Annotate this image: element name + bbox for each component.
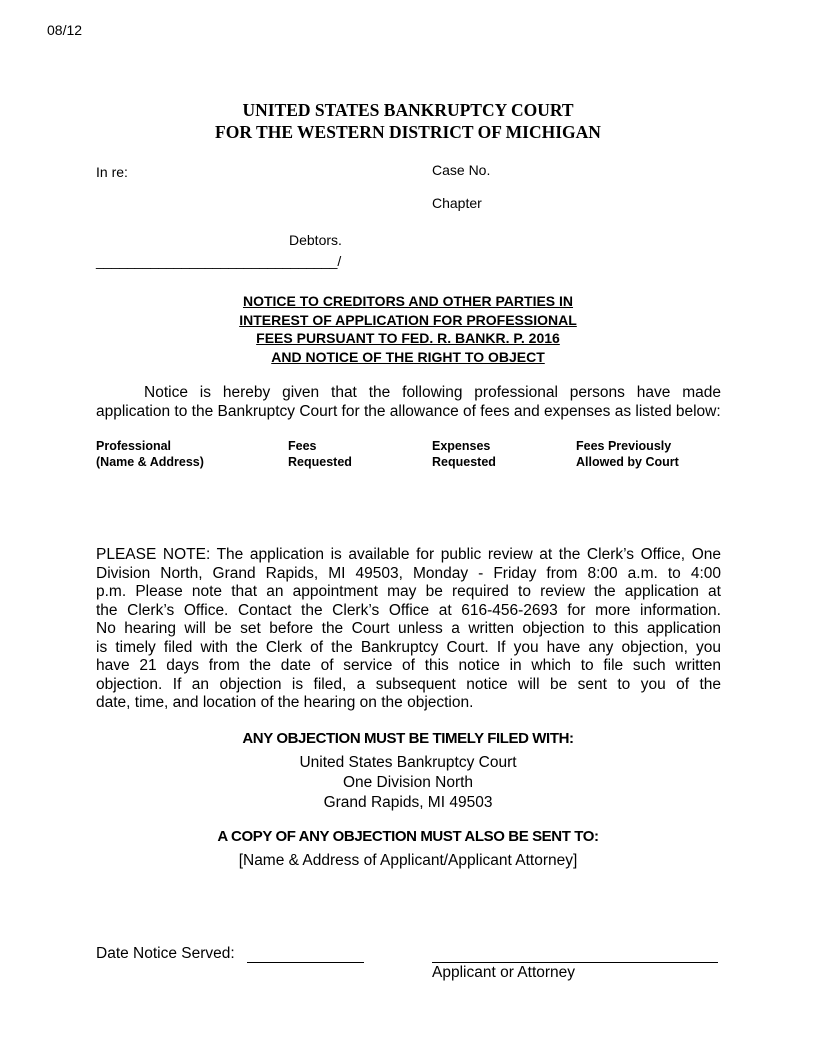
column-header-line: Professional (96, 439, 172, 453)
court-address (0, 753, 816, 813)
case-number-label: Case No. (432, 162, 491, 178)
column-header-fees-previously-allowed (576, 438, 679, 470)
copy-heading: A COPY OF ANY OBJECTION MUST ALSO BE SENT TO: (217, 828, 599, 845)
court-address-line3: Grand Rapids, MI 49503 (323, 794, 493, 811)
court-address-line1: United States Bankruptcy Court (299, 754, 517, 771)
column-header-fees-requested (288, 438, 352, 470)
debtors-label: Debtors. (289, 232, 342, 248)
column-header-line: (Name & Address) (96, 455, 204, 469)
title-line1: NOTICE TO CREDITORS AND OTHER PARTIES IN (242, 293, 574, 309)
objection-heading: ANY OBJECTION MUST BE TIMELY FILED WITH: (242, 730, 574, 747)
please-note-line: p.m. Please note that an appointment may be required to review the application at (96, 583, 721, 600)
applicant-address-placeholder: [Name & Address of Applicant/Applicant Attorney] (238, 852, 578, 869)
please-note-line: PLEASE NOTE: The application is available for public review at the Clerk’s Office, One (96, 546, 721, 563)
please-note-line: have 21 days from the date of service of this notice in which to file such written (96, 657, 721, 674)
please-note-line: No hearing will be set before the Court unless a written objection to this application (96, 620, 721, 637)
column-header-line: Fees Previously (576, 439, 672, 453)
column-header-line: Expenses (432, 439, 491, 453)
please-note-line: date, time, and location of the hearing on the objection. (96, 694, 474, 711)
court-name-line1: UNITED STATES BANKRUPTCY COURT (242, 100, 574, 120)
date-notice-served-label: Date Notice Served: (96, 945, 235, 962)
applicant-or-attorney-label: Applicant or Attorney (432, 964, 576, 981)
please-note-line: is timely filed with the Clerk of the Bankruptcy Court. If you have any objection, you (96, 638, 721, 656)
court-name-line2: FOR THE WESTERN DISTRICT OF MICHIGAN (215, 122, 601, 142)
title-line2: INTEREST OF APPLICATION FOR PROFESSIONAL (239, 311, 577, 328)
please-note-paragraph (96, 546, 721, 713)
title-line4: AND NOTICE OF THE RIGHT TO OBJECT (271, 348, 545, 365)
in-re-label: In re: (96, 164, 128, 180)
caption-signature-line: _______________________________/ (96, 253, 342, 269)
column-header-line: Requested (288, 455, 352, 469)
please-note-line: objection. If an objection is filed, a subsequent notice will be sent to you of the (96, 675, 721, 693)
court-address-line2: One Division North (342, 774, 474, 791)
title-line3: FEES PURSUANT TO FED. R. BANKR. P. 2016 (256, 330, 560, 346)
notice-paragraph: Notice is hereby given that the following professional persons have made application to the Bankruptcy Court for the allowance of fees and expenses as listed below: (96, 384, 721, 420)
please-note-line: Division North, Grand Rapids, MI 49503, Monday - Friday from 8:00 a.m. to 4:00 (96, 564, 721, 582)
column-header-line: Fees (288, 439, 317, 453)
notice-title (0, 292, 816, 366)
please-note-line: the Clerk’s Office. Contact the Clerk’s Office at 616-456-2693 for more information. (96, 601, 721, 619)
chapter-label: Chapter (432, 195, 482, 211)
date-served-blank[interactable] (247, 962, 364, 963)
column-header-professional (96, 438, 204, 470)
applicant-signature-blank[interactable] (432, 962, 718, 963)
column-header-expenses-requested (432, 438, 496, 470)
column-header-line: Requested (432, 455, 496, 469)
form-code: 08/12 (47, 22, 83, 38)
column-header-line: Allowed by Court (576, 455, 679, 469)
